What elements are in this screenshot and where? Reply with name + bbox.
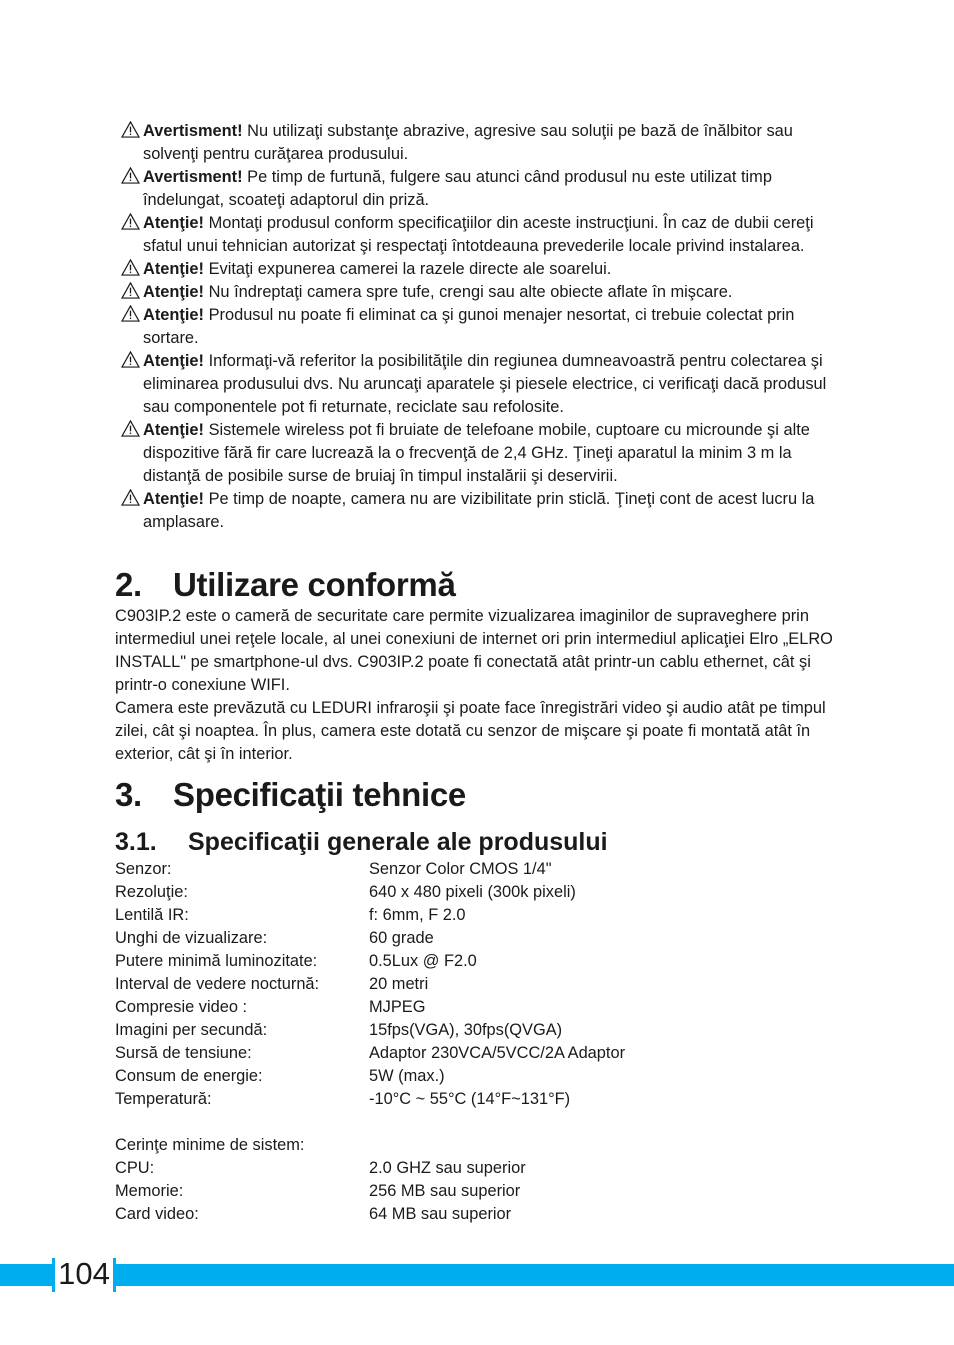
usage-text <box>115 605 845 766</box>
spec-value: 60 grade <box>369 929 434 947</box>
warning-triangle-icon <box>121 282 140 299</box>
spec-value: 640 x 480 pixeli (300k pixeli) <box>369 883 576 901</box>
spec-value: 20 metri <box>369 975 429 993</box>
spec-key: Interval de vedere nocturnă: <box>115 975 320 993</box>
spec-key: CPU: <box>115 1159 155 1177</box>
warning-label: Atenţie! <box>143 260 205 278</box>
warning-text: Nu îndreptaţi camera spre tufe, crengi sau alte obiecte aflate în mişcare. <box>204 283 733 301</box>
spec-value: 256 MB sau superior <box>369 1182 521 1200</box>
table-row <box>115 1134 625 1157</box>
warning-triangle-icon <box>121 259 140 276</box>
warning-item <box>115 166 845 212</box>
table-row <box>115 1065 625 1088</box>
section-title: Specificaţii tehnice <box>173 776 466 813</box>
warning-triangle-icon <box>121 305 140 322</box>
usage-paragraph-1: C903IP.2 este o cameră de securitate care permite vizualizarea imaginilor de supraveghere prin intermediul unei reţele locale, al unei conexiuni de internet ori prin intermediul aplicaţiei Elro „ELRO INSTALL" pe smartphone-ul dvs. C903IP.2 poate fi conectată atât printr-un cablu ethernet, cât şi printr-o conexiune WIFI. <box>115 607 833 694</box>
warning-triangle-icon <box>121 351 140 368</box>
spec-value: 64 MB sau superior <box>369 1205 512 1223</box>
spec-key: Temperatură: <box>115 1090 212 1108</box>
spec-key: Sursă de tensiune: <box>115 1044 252 1062</box>
footer-bar <box>0 1264 954 1286</box>
warning-label: Atenţie! <box>143 490 205 508</box>
warning-text: Pe timp de noapte, camera nu are vizibilitate prin sticlă. Ţineţi cont de acest lucru la amplasare. <box>143 490 815 531</box>
warning-label: Avertisment! <box>143 122 243 140</box>
page-number: 104 <box>58 1256 110 1291</box>
warning-item <box>115 419 845 488</box>
spec-key: Consum de energie: <box>115 1067 263 1085</box>
system-requirements-heading: Cerinţe minime de sistem: <box>115 1136 305 1154</box>
spec-value: -10°C ~ 55°C (14°F~131°F) <box>369 1090 571 1108</box>
usage-paragraph-2: Camera este prevăzută cu LEDURI infraroşii şi poate face înregistrări video şi audio atât pe timpul zilei, cât şi noaptea. În plus, camera este dotată cu senzor de mişcare şi poate fi montată atât în exterior, cât şi în interior. <box>115 699 826 763</box>
spec-key: Memorie: <box>115 1182 184 1200</box>
spec-value: 2.0 GHZ sau superior <box>369 1159 526 1177</box>
spec-key: Imagini per secundă: <box>115 1021 268 1039</box>
warning-label: Atenţie! <box>143 306 205 324</box>
warning-triangle-icon <box>121 420 140 437</box>
spec-key: Putere minimă luminozitate: <box>115 952 318 970</box>
warning-item <box>115 488 845 534</box>
spec-key: Unghi de vizualizare: <box>115 929 268 947</box>
spec-value: 0.5Lux @ F2.0 <box>369 952 477 970</box>
table-row <box>115 950 625 973</box>
spec-key: Lentilă IR: <box>115 906 189 924</box>
warning-label: Atenţie! <box>143 421 205 439</box>
warning-label: Atenţie! <box>143 283 205 301</box>
section-heading-usage <box>115 566 456 604</box>
warnings-list <box>115 120 845 534</box>
spec-value: MJPEG <box>369 998 426 1016</box>
table-row <box>115 1019 625 1042</box>
spec-value: f: 6mm, F 2.0 <box>369 906 466 924</box>
warning-label: Atenţie! <box>143 214 205 232</box>
table-row <box>115 1088 625 1111</box>
warning-triangle-icon <box>121 213 140 230</box>
table-row <box>115 881 625 904</box>
table-row <box>115 1157 625 1180</box>
warning-label: Atenţie! <box>143 352 205 370</box>
warning-triangle-icon <box>121 489 140 506</box>
warning-text: Produsul nu poate fi eliminat ca şi gunoi menajer nesortat, ci trebuie colectat prin sortare. <box>143 306 795 347</box>
spec-value: 5W (max.) <box>369 1067 445 1085</box>
table-row <box>115 927 625 950</box>
warning-item <box>115 258 845 281</box>
warning-item <box>115 350 845 419</box>
warning-triangle-icon <box>121 167 140 184</box>
warning-text: Evitaţi expunerea camerei la razele directe ale soarelui. <box>204 260 612 278</box>
table-row <box>115 973 625 996</box>
spec-key: Rezoluţie: <box>115 883 188 901</box>
subsection-heading-general-specs <box>115 828 608 857</box>
warning-text: Pe timp de furtună, fulgere sau atunci când produsul nu este utilizat timp îndelungat, scoateţi adaptorul din priză. <box>143 168 772 209</box>
spec-key: Senzor: <box>115 860 172 878</box>
table-row <box>115 904 625 927</box>
warning-text: Nu utilizaţi substanţe abrazive, agresive sau soluţii pe bază de înălbitor sau solvenţi pentru curăţarea produsului. <box>143 122 793 163</box>
warning-triangle-icon <box>121 121 140 138</box>
section-number: 3. <box>115 776 142 813</box>
spec-value: Adaptor 230VCA/5VCC/2A Adaptor <box>369 1044 626 1062</box>
subsection-title: Specificaţii generale ale produsului <box>188 828 608 856</box>
spacer-row <box>115 1111 625 1134</box>
table-row <box>115 858 625 881</box>
warning-text: Sistemele wireless pot fi bruiate de telefoane mobile, cuptoare cu microunde şi alte dispozitive fără fir care lucrează la o frecvenţă de 2,4 GHz. Ţineţi aparatul la minim 3 m la distanţă de posibile surse de bruiaj în timpul instalării şi deservirii. <box>143 421 810 485</box>
warning-item <box>115 304 845 350</box>
warning-item <box>115 281 845 304</box>
table-row <box>115 1180 625 1203</box>
warning-label: Avertisment! <box>143 168 243 186</box>
section-title: Utilizare conformă <box>173 566 456 603</box>
warning-text: Informaţi-vă referitor la posibilităţile din regiunea dumneavoastră pentru colectarea şi eliminarea produsului dvs. Nu aruncaţi aparatele şi piesele electrice, ci verificaţi dacă produsul sau componentele pot fi returnate, reciclate sau refolosite. <box>143 352 827 416</box>
subsection-number: 3.1. <box>115 828 157 856</box>
spec-value: 15fps(VGA), 30fps(QVGA) <box>369 1021 563 1039</box>
warning-text: Montaţi produsul conform specificaţiilor din aceste instrucţiuni. În caz de dubii cereţi sfatul unui tehnician autorizat şi respectaţi întotdeauna prevederile locale privind instalarea. <box>143 214 814 255</box>
spec-key: Card video: <box>115 1205 199 1223</box>
section-number: 2. <box>115 566 142 603</box>
spec-key: Compresie video : <box>115 998 248 1016</box>
specs-table <box>115 858 625 1226</box>
table-row <box>115 996 625 1019</box>
warning-item <box>115 212 845 258</box>
section-heading-specs <box>115 776 466 814</box>
table-row <box>115 1203 625 1226</box>
table-row <box>115 1042 625 1065</box>
page-number-box <box>52 1258 116 1292</box>
warning-item <box>115 120 845 166</box>
spec-value: Senzor Color CMOS 1/4" <box>369 860 552 878</box>
